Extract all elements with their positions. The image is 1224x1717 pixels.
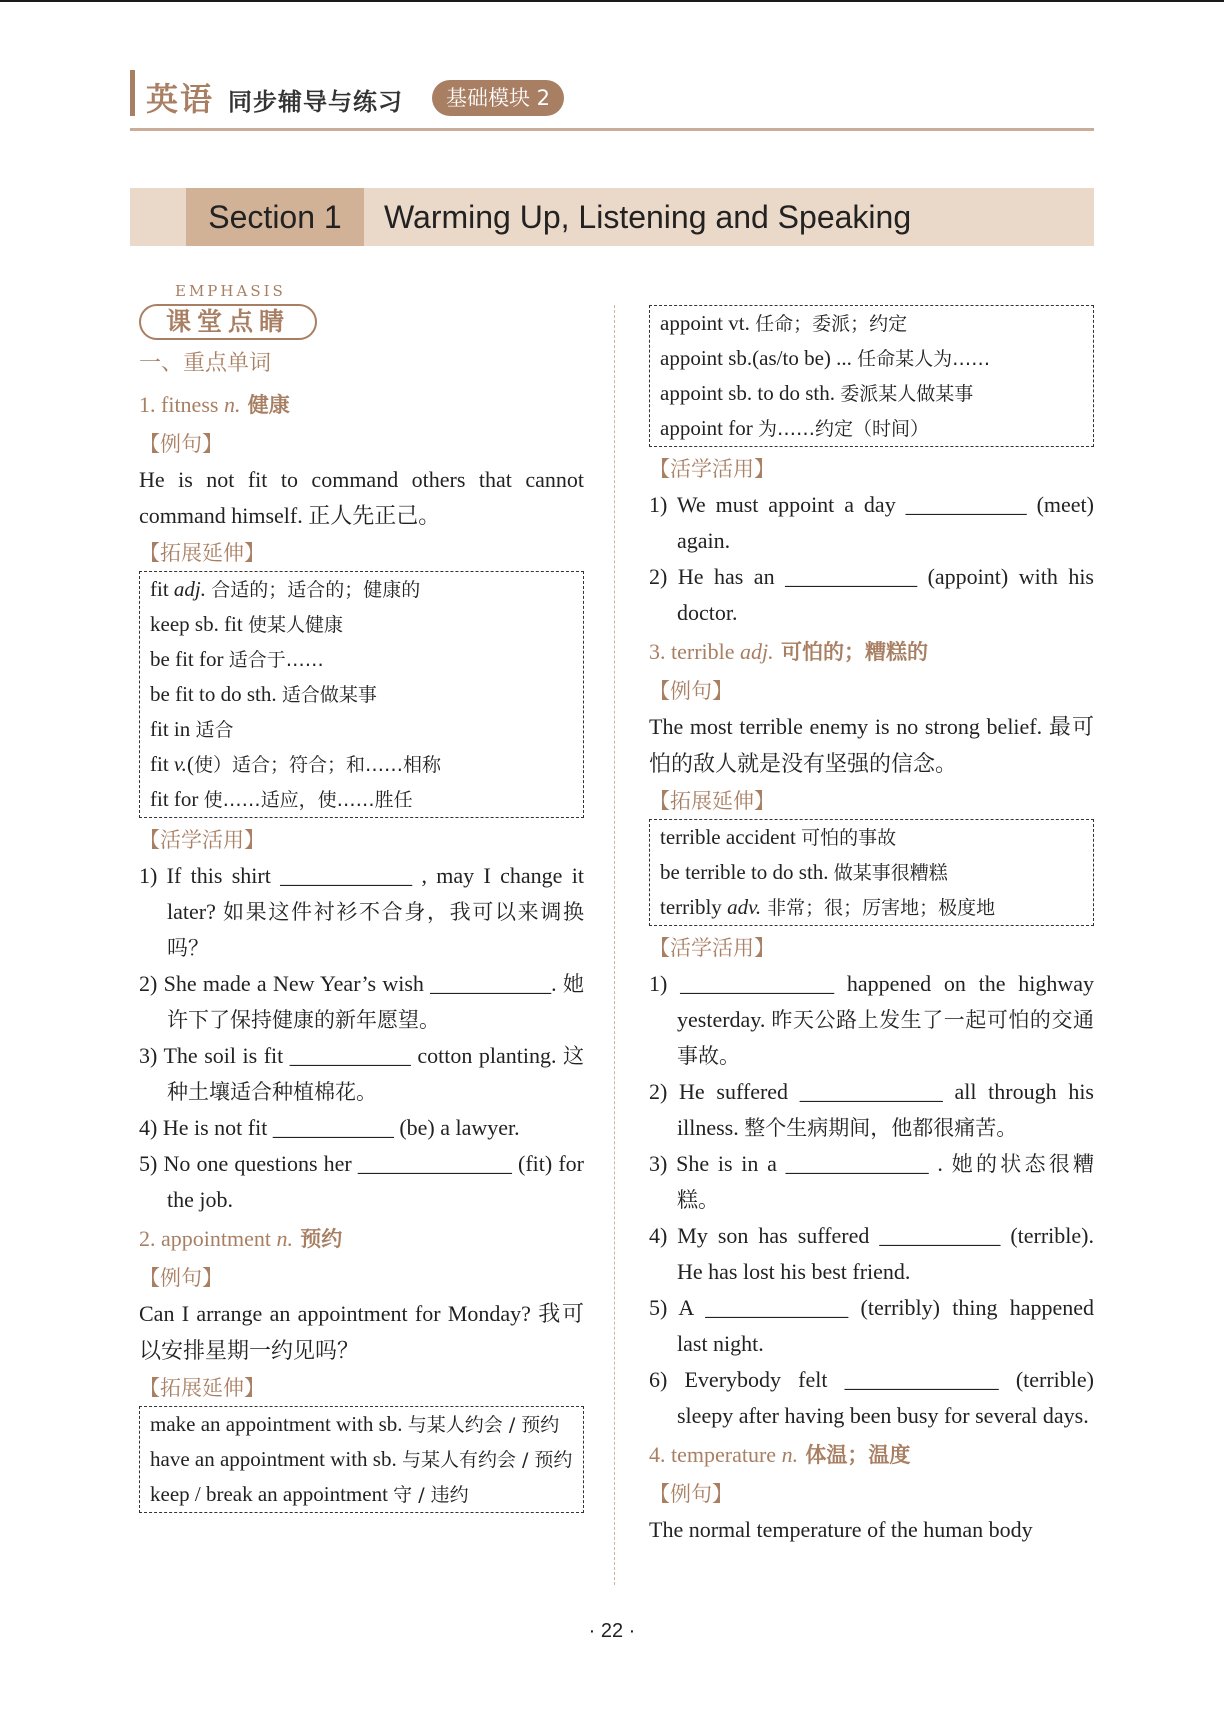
- exercise-cn: 整个生病期间，他都很痛苦。: [744, 1116, 1018, 1140]
- part-of-speech: adj.: [740, 639, 774, 664]
- phrase-cn: 使某人健康: [247, 614, 343, 636]
- word-meaning: 健康: [240, 393, 290, 417]
- book-header: [130, 68, 1094, 132]
- phrase-cn: 守 / 违约: [393, 1484, 469, 1506]
- practice-label: 【活学活用】: [649, 457, 775, 481]
- phrase-en: be fit to do sth.: [150, 682, 282, 706]
- phrase-cn: 为……约定（时间）: [757, 418, 929, 440]
- exercise-item: [139, 1038, 584, 1110]
- exercise-item: [649, 559, 1094, 631]
- box-line: [150, 642, 573, 677]
- section-banner: [130, 188, 1094, 246]
- box-line: [660, 820, 1083, 855]
- word-number: 2. appointment: [139, 1226, 277, 1251]
- example-en: Can I arrange an appointment for Monday?: [139, 1301, 539, 1326]
- box-line: [150, 712, 573, 747]
- extension-box: [139, 1406, 584, 1513]
- exercise-en: 2) He suffered _____________ all through his illness.: [649, 1079, 1094, 1140]
- exercise-cn: 昨天公路上发生了一起可怕的交通事故。: [677, 1008, 1095, 1068]
- phrase-en: keep sb. fit: [150, 612, 248, 636]
- part-heading: 一、重点单词: [139, 351, 272, 376]
- exercise-item: [649, 1218, 1094, 1290]
- box-line: [150, 607, 573, 642]
- box-line: [150, 1407, 573, 1442]
- phrase-en: be terrible to do sth.: [660, 860, 834, 884]
- example-en: The most terrible enemy is no strong belief.: [649, 714, 1049, 739]
- word-fitness-heading: [139, 384, 584, 426]
- example-label: 【例句】: [139, 432, 223, 456]
- phrase-en: appoint sb.(as/to be) ...: [660, 346, 858, 370]
- phrase-en: terribly: [660, 895, 728, 919]
- phrase-cn: 任命；委派；约定: [755, 313, 908, 335]
- extension-label: 【拓展延伸】: [139, 1376, 265, 1400]
- phrase-pos: adj.: [173, 577, 207, 601]
- phrase-cn: 与某人约会 / 预约: [407, 1414, 560, 1436]
- example-sentence: [649, 709, 1094, 783]
- module-badge: 基础模块 2: [432, 80, 564, 116]
- extension-box: [649, 305, 1094, 447]
- example-cn: 我可以安排星期一约见吗？: [139, 1302, 584, 1364]
- emphasis-english: EMPHASIS: [175, 282, 286, 300]
- example-sentence: [139, 462, 584, 535]
- phrase-en: appoint vt.: [660, 311, 756, 335]
- exercise-cn: 她的状态很糟糕。: [677, 1152, 1094, 1212]
- example-en: The normal temperature of the human body: [649, 1517, 1033, 1542]
- word-appointment-heading: [139, 1218, 584, 1260]
- exercise-cn: 她许下了保持健康的新年愿望。: [167, 972, 584, 1032]
- phrase-pos: adv.: [727, 895, 762, 919]
- phrase-pos: v.: [173, 752, 187, 776]
- phrase-cn: 与某人有约会 / 预约: [401, 1449, 573, 1471]
- phrase-extra: (: [186, 752, 194, 776]
- exercise-en: 1) ______________ happened on the highway yesterday.: [649, 971, 1094, 1032]
- exercise-item: [139, 1110, 584, 1146]
- exercise-cn: 这种土壤适合种植棉花。: [167, 1044, 584, 1104]
- example-label: 【例句】: [649, 679, 733, 703]
- extension-label: 【拓展延伸】: [649, 789, 775, 813]
- example-cn: 最可怕的敌人就是没有坚强的信念。: [649, 715, 1094, 777]
- section-title: Warming Up, Listening and Speaking: [384, 199, 912, 235]
- exercise-en: 4) He is not fit ___________ (be) a lawyer.: [139, 1115, 520, 1140]
- book-title: 同步辅导与练习: [228, 88, 403, 116]
- right-column: [649, 305, 1094, 1548]
- practice-label: 【活学活用】: [649, 936, 775, 960]
- exercise-en: 3) She is in a _____________ .: [649, 1151, 952, 1176]
- extension-box: [139, 571, 584, 818]
- emphasis-badge: [139, 280, 584, 342]
- exercise-item: [649, 1290, 1094, 1362]
- header-rule: [130, 128, 1094, 131]
- extension-label: 【拓展延伸】: [139, 541, 265, 565]
- box-line: [150, 572, 573, 607]
- phrase-en: be fit for: [150, 647, 229, 671]
- example-sentence: [649, 1512, 1094, 1548]
- exercise-item: [139, 1146, 584, 1218]
- page-number: · 22 ·: [588, 1620, 636, 1642]
- example-label: 【例句】: [139, 1266, 223, 1290]
- example-en: He is not fit to command others that cannot command himself.: [139, 467, 584, 528]
- phrase-en: terrible accident: [660, 825, 802, 849]
- exercise-en: 5) A _____________ (terribly) thing happened last night.: [649, 1295, 1094, 1356]
- phrase-en: fit in: [150, 717, 196, 741]
- exercise-item: [139, 858, 584, 966]
- box-line: [150, 782, 573, 817]
- phrase-cn: 做某事很糟糕: [833, 862, 948, 884]
- exercise-item: [649, 966, 1094, 1074]
- exercise-cn: 如果这件衬衫不合身，我可以来调换吗？: [167, 900, 584, 960]
- left-column: [139, 280, 584, 1517]
- example-cn: 正人先正己。: [308, 504, 441, 529]
- exercise-item: [649, 487, 1094, 559]
- box-line: [660, 341, 1083, 376]
- phrase-en: appoint for: [660, 416, 758, 440]
- box-line: [150, 1477, 573, 1512]
- box-line: [660, 411, 1083, 446]
- box-line: [150, 677, 573, 712]
- exercise-en: 3) The soil is fit ___________ cotton planting.: [139, 1043, 563, 1068]
- exercise-en: 1) We must appoint a day ___________ (meet) again.: [649, 492, 1094, 553]
- box-line: [660, 855, 1083, 890]
- example-sentence: [139, 1296, 584, 1370]
- emphasis-chinese: 课堂点睛: [139, 304, 317, 340]
- exercise-en: 6) Everybody felt ______________ (terrible) sleepy after having been busy for several days.: [649, 1367, 1094, 1428]
- box-line: [150, 747, 573, 782]
- box-line: [150, 1442, 573, 1477]
- word-number: 1. fitness: [139, 392, 224, 417]
- phrase-en: keep / break an appointment: [150, 1482, 394, 1506]
- exercise-item: [649, 1362, 1094, 1434]
- part-of-speech: n.: [781, 1442, 799, 1467]
- phrase-cn: 适合于……: [228, 649, 324, 671]
- phrase-en: fit for: [150, 787, 204, 811]
- box-line: [660, 306, 1083, 341]
- word-number: 3. terrible: [649, 639, 741, 664]
- phrase-cn: 使……适应，使……胜任: [203, 789, 413, 811]
- phrase-cn: 任命某人为……: [857, 348, 991, 370]
- word-number: 4. temperature: [649, 1442, 782, 1467]
- word-terrible-heading: [649, 631, 1094, 673]
- exercise-item: [649, 1074, 1094, 1146]
- phrase-cn: 可怕的事故: [801, 827, 897, 849]
- phrase-en: fit: [150, 752, 174, 776]
- box-line: [660, 376, 1083, 411]
- exercise-en: 1) If this shirt ____________ , may I change it later?: [139, 863, 584, 924]
- phrase-en: fit: [150, 577, 174, 601]
- word-meaning: 体温；温度: [798, 1443, 911, 1467]
- phrase-en: make an appointment with sb.: [150, 1412, 408, 1436]
- phrase-cn: 合适的；适合的；健康的: [211, 579, 421, 601]
- word-temperature-heading: [649, 1434, 1094, 1476]
- section-number: Section 1: [186, 188, 364, 246]
- extension-box: [649, 819, 1094, 926]
- word-meaning: 可怕的；糟糕的: [773, 640, 928, 664]
- phrase-en: have an appointment with sb.: [150, 1447, 402, 1471]
- part-of-speech: n.: [223, 392, 241, 417]
- example-label: 【例句】: [649, 1482, 733, 1506]
- practice-label: 【活学活用】: [139, 828, 265, 852]
- phrase-en: appoint sb. to do sth.: [660, 381, 841, 405]
- exercise-en: 5) No one questions her ______________ (fit) for the job.: [139, 1151, 584, 1212]
- column-divider: [614, 305, 615, 1585]
- exercise-en: 2) She made a New Year’s wish ___________.: [139, 971, 563, 996]
- exercise-en: 2) He has an ____________ (appoint) with his doctor.: [649, 564, 1094, 625]
- phrase-cn: 适合做某事: [281, 684, 377, 706]
- box-line: [660, 890, 1083, 925]
- phrase-cn: 委派某人做某事: [840, 383, 974, 405]
- word-meaning: 预约: [292, 1227, 343, 1251]
- phrase-cn: 使）适合；符合；和……相称: [193, 754, 441, 776]
- subject-title: 英语: [146, 80, 215, 118]
- exercise-item: [139, 966, 584, 1038]
- exercise-en: 4) My son has suffered ___________ (terrible). He has lost his best friend.: [649, 1223, 1094, 1284]
- phrase-cn: 非常；很；厉害地；极度地: [761, 897, 996, 919]
- phrase-cn: 适合: [195, 719, 234, 741]
- exercise-item: [649, 1146, 1094, 1218]
- header-accent-bar: [130, 70, 135, 116]
- top-border: [0, 0, 1224, 2]
- part-of-speech: n.: [276, 1226, 293, 1251]
